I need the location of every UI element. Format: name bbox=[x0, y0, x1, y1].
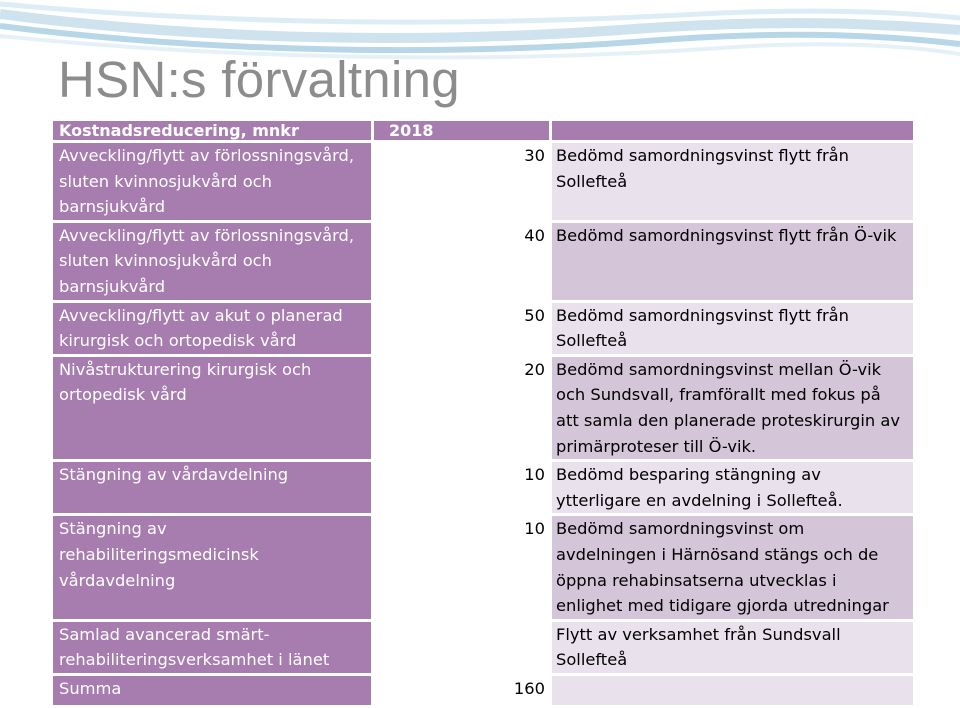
header-comment bbox=[551, 120, 915, 142]
row-amount: 20 bbox=[373, 355, 551, 460]
row-amount: 30 bbox=[373, 142, 551, 222]
row-measure: Stängning av vårdavdelning bbox=[52, 461, 373, 515]
header-year: 2018 bbox=[373, 120, 551, 142]
row-comment: Bedömd samordningsvinst flytt från Ö-vik bbox=[551, 221, 915, 301]
row-amount: 40 bbox=[373, 221, 551, 301]
table-row bbox=[52, 620, 915, 674]
header-measure: Kostnadsreducering, mnkr bbox=[52, 120, 373, 142]
sum-comment bbox=[551, 674, 915, 706]
row-measure: Stängning av rehabiliteringsmedicinsk vårdavdelning bbox=[52, 515, 373, 620]
table-header-row bbox=[52, 120, 915, 142]
sum-label: Summa bbox=[52, 674, 373, 706]
row-comment: Bedömd samordningsvinst flytt från Sollefteå bbox=[551, 301, 915, 355]
table-row bbox=[52, 355, 915, 460]
slide-title: HSN:s förvaltning bbox=[58, 51, 460, 108]
sum-row bbox=[52, 674, 915, 706]
row-measure: Avveckling/flytt av förlossningsvård, sluten kvinnosjukvård och barnsjukvård bbox=[52, 142, 373, 222]
sum-amount: 160 bbox=[373, 674, 551, 706]
row-comment: Flytt av verksamhet från Sundsvall Sollefteå bbox=[551, 620, 915, 674]
table-row bbox=[52, 142, 915, 222]
row-measure: Avveckling/flytt av akut o planerad kirurgisk och ortopedisk vård bbox=[52, 301, 373, 355]
row-measure: Samlad avancerad smärt-rehabiliteringsverksamhet i länet bbox=[52, 620, 373, 674]
table-row bbox=[52, 515, 915, 620]
row-amount: 10 bbox=[373, 515, 551, 620]
table-row bbox=[52, 301, 915, 355]
row-measure: Avveckling/flytt av förlossningsvård, sluten kvinnosjukvård och barnsjukvård bbox=[52, 221, 373, 301]
row-amount bbox=[373, 620, 551, 674]
row-comment: Bedömd besparing stängning av ytterligare en avdelning i Sollefteå. bbox=[551, 461, 915, 515]
row-comment: Bedömd samordningsvinst mellan Ö-vik och Sundsvall, framförallt med fokus på att samla den planerade proteskirurgin av primärproteser till Ö-vik. bbox=[551, 355, 915, 460]
row-amount: 10 bbox=[373, 461, 551, 515]
row-comment: Bedömd samordningsvinst flytt från Sollefteå bbox=[551, 142, 915, 222]
row-comment: Bedömd samordningsvinst om avdelningen i Härnösand stängs och de öppna rehabinsatserna utvecklas i enlighet med tidigare gjorda utredningar bbox=[551, 515, 915, 620]
cost-reduction-table bbox=[50, 118, 916, 708]
row-amount: 50 bbox=[373, 301, 551, 355]
table-row bbox=[52, 461, 915, 515]
table-row bbox=[52, 221, 915, 301]
row-measure: Nivåstrukturering kirurgisk och ortopedisk vård bbox=[52, 355, 373, 460]
